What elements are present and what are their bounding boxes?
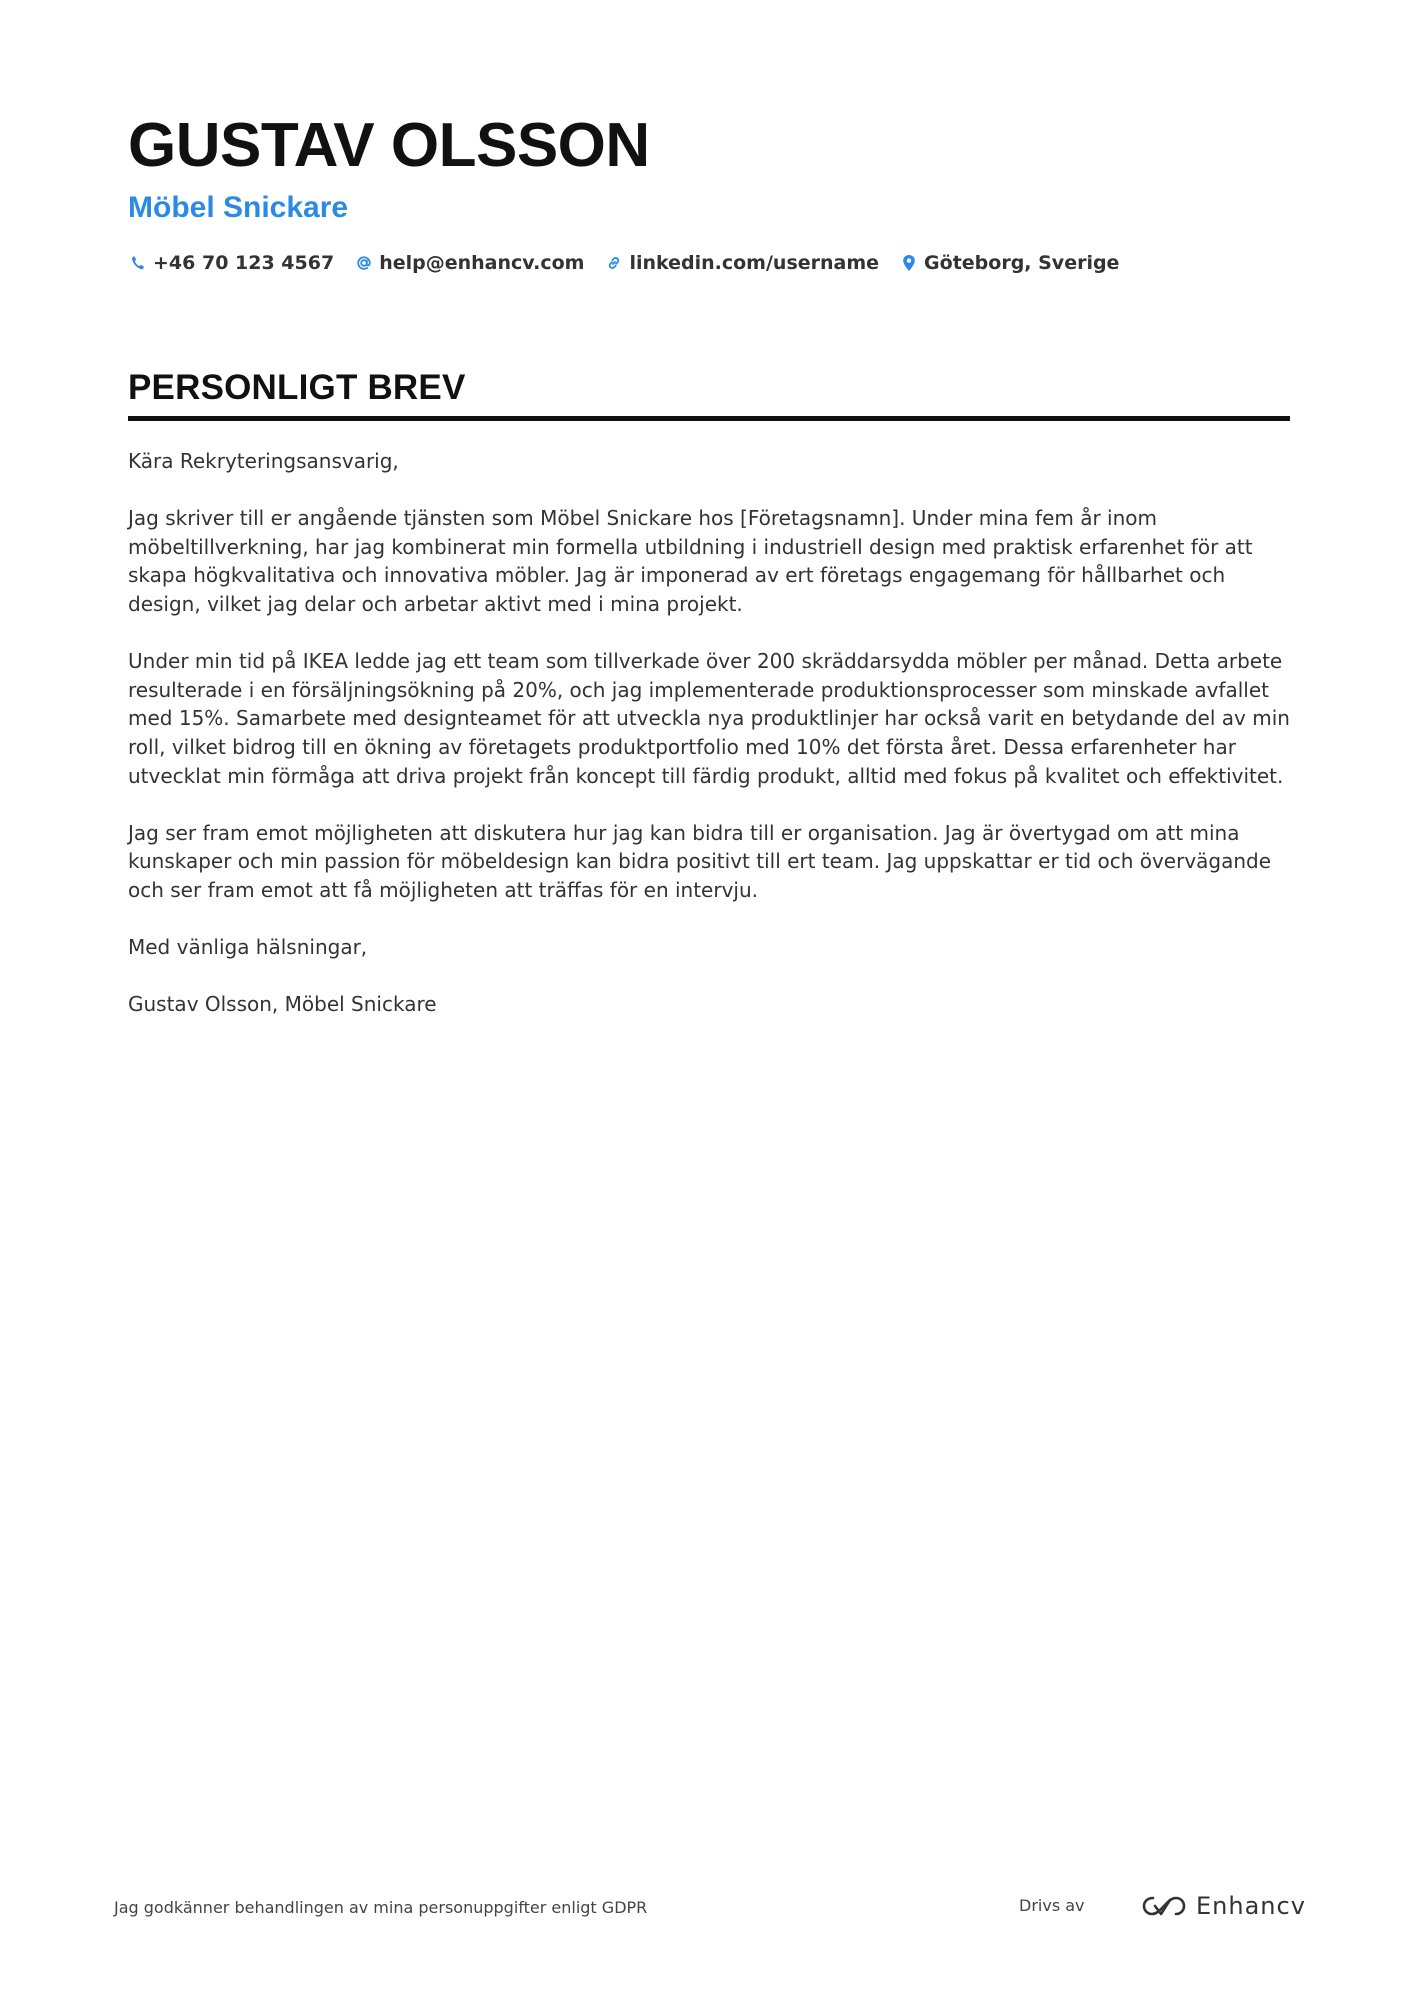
email-text: help@enhancv.com [379,252,585,274]
contact-linkedin [604,252,879,274]
footer [114,1890,1306,1922]
location-pin-icon [899,253,919,273]
letter-closing: Med vänliga hälsningar, [128,935,368,960]
job-title: Möbel Snickare [128,191,349,224]
letter-paragraph: Jag ser fram emot möjligheten att diskutera hur jag kan bidra till er organisation. Jag är övertygad om att mina kunskaper och min passion för möbeldesign kan bidra positivt till ert team. Jag uppskattar er tid och övervägande och ser fram emot att få möjligheten att träffas för en intervju. [128,820,1272,902]
letter-greeting: Kära Rekryteringsansvarig, [128,449,399,473]
brand-name: Enhancv [1196,1892,1306,1920]
location-text: Göteborg, Sverige [924,252,1120,274]
gdpr-consent-text: Jag godkänner behandlingen av mina personuppgifter enligt GDPR [114,1898,648,1917]
powered-by-label: Drivs av [1019,1896,1085,1915]
enhancv-logo-icon [1140,1892,1188,1920]
contact-location [899,252,1119,274]
letter-paragraph: Jag skriver till er angående tjänsten som Möbel Snickare hos [Företagsnamn]. Under mina fem år inom möbeltillverkning, har jag kombinerat min formella utbildning i industriell design med praktisk erfarenhet för att skapa högkvalitativa och innovativa möbler. Jag är imponerad av ert företags engagemang för hållbarhet och design, vilket jag delar och arbetar aktivt med i mina projekt. [128,506,1253,616]
contact-list [128,252,1288,274]
candidate-name: GUSTAV OLSSON [128,111,650,180]
brand-link[interactable] [1140,1890,1306,1922]
section-divider [128,416,1290,421]
contact-phone [128,252,334,274]
phone-text: +46 70 123 4567 [153,252,335,274]
letter-signature: Gustav Olsson, Möbel Snickare [128,992,437,1017]
section-title: PERSONLIGT BREV [128,368,466,407]
header [128,108,1288,274]
letter-paragraph: Under min tid på IKEA ledde jag ett team som tillverkade över 200 skräddarsydda möbler per månad. Detta arbete resulterade i en försäljningsökning på 20%, och jag implementerade produktionsprocesser som minskade avfallet med 15%. Samarbete med designteamet för att utveckla nya produktlinjer har också varit en betydande del av min roll, vilket bidrog till en ökning av företagets produktportfolio med 10% det första året. Dessa erfarenheter har utvecklat min förmåga att driva projekt från koncept till färdig produkt, alltid med fokus på kvalitet och effektivitet. [128,649,1290,788]
link-icon [604,253,624,273]
at-icon [354,253,374,273]
phone-icon [128,253,148,273]
contact-email [354,252,584,274]
letter-body [128,447,1290,1019]
cover-letter-section [128,366,1290,1047]
linkedin-text: linkedin.com/username [629,252,880,274]
